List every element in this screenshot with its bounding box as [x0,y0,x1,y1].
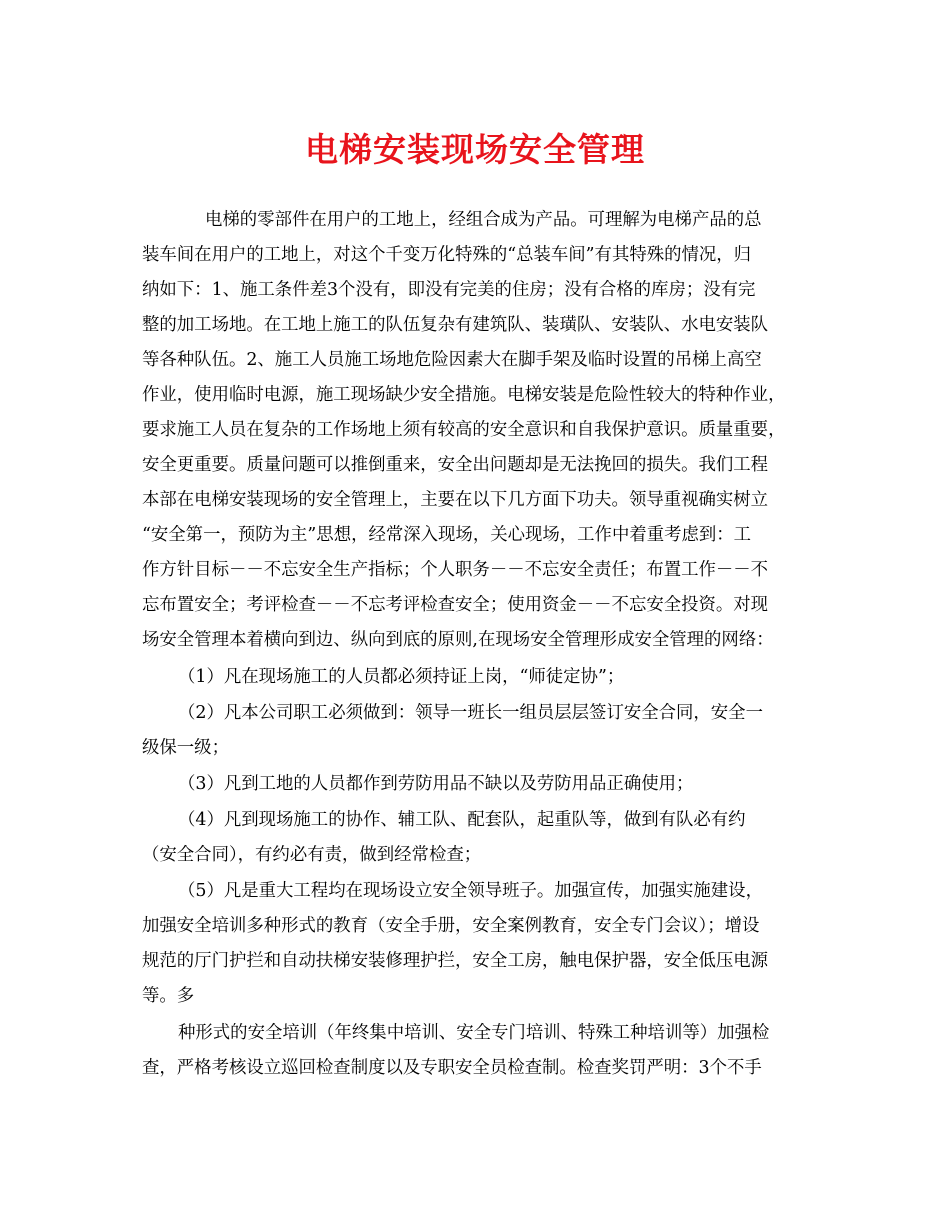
paragraph-line: 场安全管理本着横向到边、纵向到底的原则,在现场安全管理形成安全管理的网络： [142,630,774,650]
list-item-line: （安全合同），有约必有责，做到经常检查； [142,845,482,865]
paragraph-line: “安全第一，预防为主”思想，经常深入现场，关心现场，工作中着重考虑到：工 [142,525,752,545]
list-item-line: 规范的厅门护拦和自动扶梯安装修理护拦，安全工房，触电保护器，安全低压电源 [142,951,769,971]
list-item-line: 加强安全培训多种形式的教育（安全手册，安全案例教育，安全专门会议）；增设 [142,916,760,936]
list-item-line: （1）凡在现场施工的人员都必须持证上岗，“师徒定协”； [178,667,625,687]
paragraph-line: 电梯的零部件在用户的工地上，经组合成为产品。可理解为电梯产品的总 [205,210,762,230]
paragraph-line: 纳如下：1、施工条件差3个没有，即没有完美的住房；没有合格的库房；没有完 [142,280,756,300]
paragraph-line: 装车间在用户的工地上，对这个千变万化特殊的“总装车间”有其特殊的情况，归 [142,245,752,265]
list-item-line: 级保一级； [142,738,229,758]
paragraph-line: 要求施工人员在复杂的工作场地上须有较高的安全意识和自我保护意识。质量重要， [142,420,786,440]
paragraph-line: 查，严格考核设立巡回检查制度以及专职安全员检查制。检查奖罚严明：3个不手 [142,1058,762,1078]
paragraph-line: 整的加工场地。在工地上施工的队伍复杂有建筑队、装璜队、安装队、水电安装队 [142,315,769,335]
paragraph-line: 种形式的安全培训（年终集中培训、安全专门培训、特殊工种培训等）加强检 [178,1023,770,1043]
paragraph-line: 等各种队伍。2、施工人员施工场地危险因素大在脚手架及临时设置的吊梯上高空 [142,350,762,370]
paragraph-line: 忘布置安全；考评检查－－不忘考评检查安全；使用资金－－不忘安全投资。对现 [142,595,769,615]
document-title: 电梯安装现场安全管理 [305,130,645,169]
paragraph-line: 安全更重要。质量问题可以推倒重来，安全出问题却是无法挽回的损失。我们工程 [142,455,769,475]
list-item-line: （2）凡本公司职工必须做到：领导一班长一组员层层签订安全合同，安全一 [178,703,763,723]
paragraph-line: 作方针目标－－不忘安全生产指标；个人职务－－不忘安全责任；布置工作－－不 [142,560,769,580]
list-item-line: （4）凡到现场施工的协作、辅工队、配套队，起重队等，做到有队必有约 [178,810,746,830]
list-item-line: 等。多 [142,986,195,1006]
list-item-line: （5）凡是重大工程均在现场设立安全领导班子。加强宣传，加强实施建设， [178,881,763,901]
paragraph-line: 作业，使用临时电源，施工现场缺少安全措施。电梯安装是危险性较大的特种作业， [142,385,786,405]
paragraph-line: 本部在电梯安装现场的安全管理上，主要在以下几方面下功夫。领导重视确实树立 [142,490,769,510]
list-item-line: （3）凡到工地的人员都作到劳防用品不缺以及劳防用品正确使用； [178,774,694,794]
